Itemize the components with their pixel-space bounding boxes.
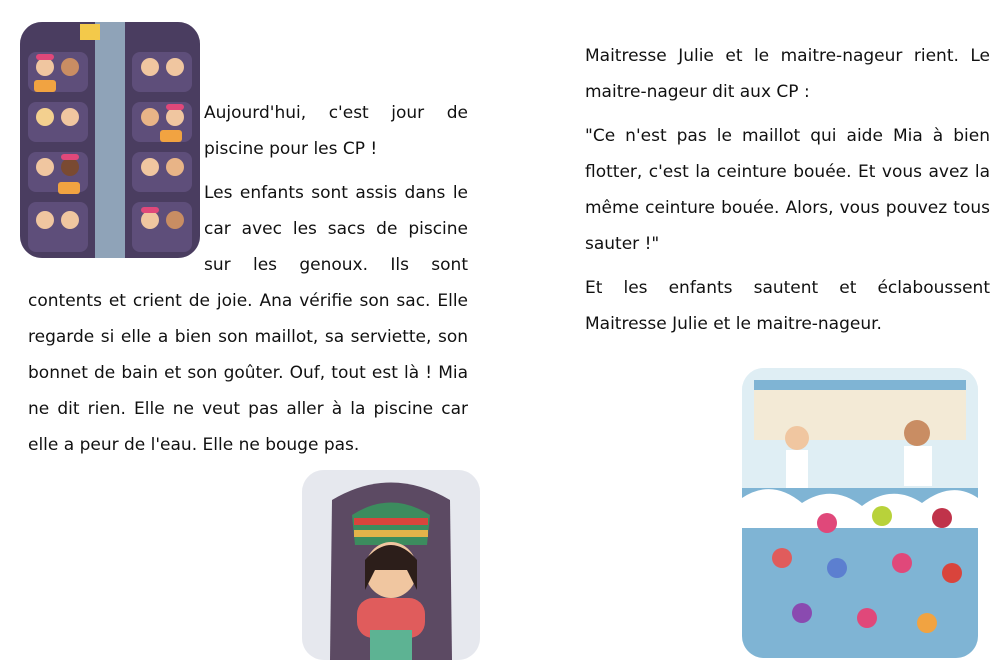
intro-paragraph: Aujourd'hui, c'est jour de piscine pour les CP ! — [204, 103, 468, 159]
splash-paragraph: Et les enfants sautent et éclaboussent Maitresse Julie et le maitre-nageur. — [585, 278, 990, 334]
laugh-paragraph: Maitresse Julie et le maitre-nageur rient. Le maitre-nageur dit aux CP : — [585, 46, 990, 102]
girl-illustration — [302, 470, 480, 660]
image-spacer — [28, 95, 204, 255]
quote-paragraph: "Ce n'est pas le maillot qui aide Mia à bien flotter, c'est la ceinture bouée. Et vous avez la même ceinture bouée. Alors, vous pouvez tous sauter !" — [585, 126, 990, 254]
bus-paragraph: Les enfants sont assis dans le car avec les sacs de piscine sur les genoux. Ils sont contents et crient de joie. Ana vérifie son sac. Elle regarde si elle a bien son maillot, sa serviette, son bonnet de bain et son goûter. Ouf, tout est là ! Mia ne dit rien. Elle ne veut pas aller à la piscine car elle a peur de l'eau. Elle ne bouge pas. — [28, 183, 468, 455]
right-text-column — [585, 38, 990, 350]
pool-illustration — [742, 368, 978, 658]
left-text-column — [28, 95, 468, 471]
